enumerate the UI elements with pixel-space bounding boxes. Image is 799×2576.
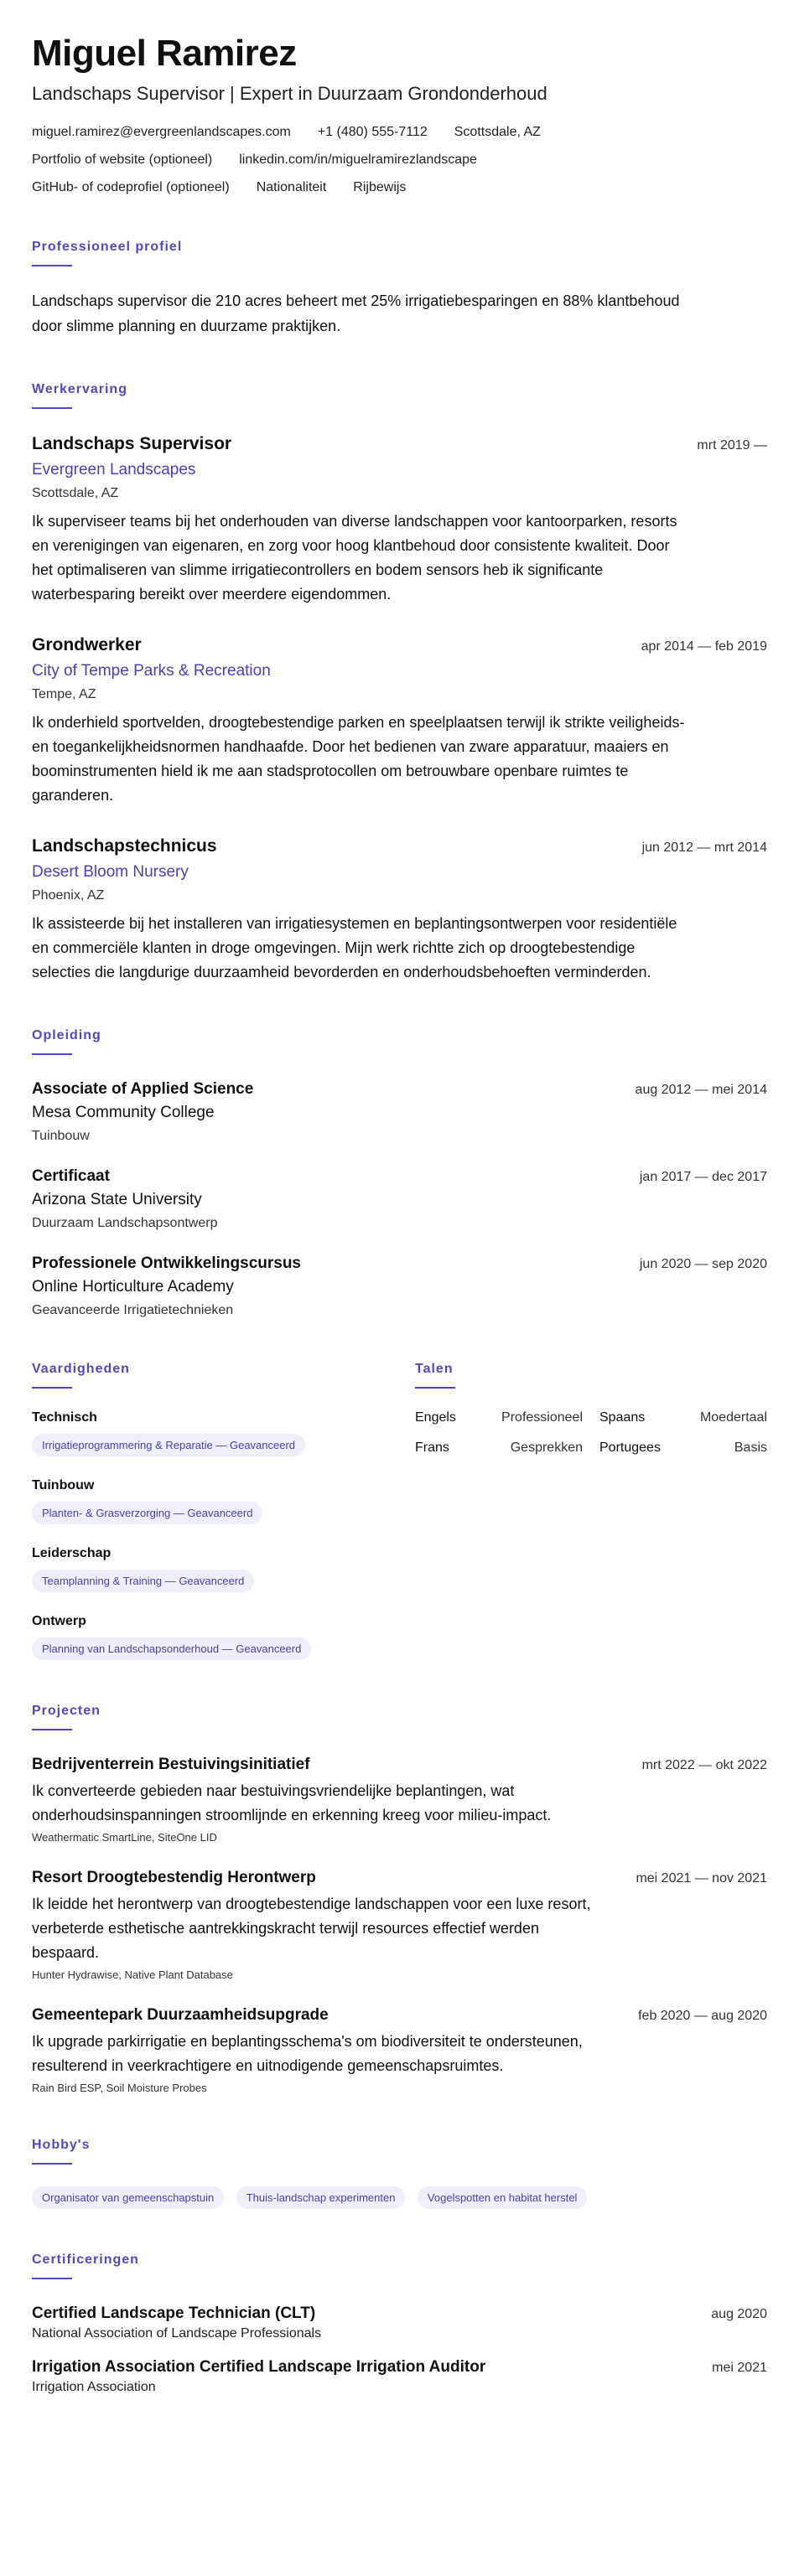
project-title: Resort Droogtebestendig Herontwerp xyxy=(32,1869,316,1886)
language-name: Frans xyxy=(415,1441,449,1455)
education-date: jun 2020 — sep 2020 xyxy=(639,1257,767,1271)
certification-entry xyxy=(32,2358,767,2395)
language-level: Moedertaal xyxy=(699,1410,767,1425)
project-entry xyxy=(32,1756,767,1844)
hobby-chip: Thuis-landschap experimenten xyxy=(236,2186,406,2209)
job-entry xyxy=(32,434,767,607)
section-title-hobbies: Hobby's xyxy=(32,2138,91,2152)
job-entry xyxy=(32,635,767,808)
section-rule xyxy=(32,265,72,266)
job-company: Evergreen Landscapes xyxy=(32,461,196,478)
section-title-certifications: Certificeringen xyxy=(32,2253,139,2267)
job-company: Desert Bloom Nursery xyxy=(32,863,189,881)
skill-group xyxy=(32,1478,401,1524)
education-date: jan 2017 — dec 2017 xyxy=(639,1170,767,1184)
section-rule xyxy=(32,2163,72,2165)
hobby-chip: Vogelspotten en habitat herstel xyxy=(418,2186,588,2209)
languages-column xyxy=(415,1330,767,1660)
language-name: Portugees xyxy=(599,1441,661,1455)
experience-list xyxy=(32,434,767,985)
skill-group xyxy=(32,1546,401,1592)
job-date: jun 2012 — mrt 2014 xyxy=(641,841,767,855)
job-description: Ik onderhield sportvelden, droogtebestendige parken en speelplaatsen terwijl ik strikte veiligheids- en toegankelijkheidsnormen handhaafde. Door het bedienen van zware apparatuur, maaiers en boominstrumenten hield ik me aan stadsprotocollen om betrouwbare openbare ruimtes te garanderen. xyxy=(32,714,685,804)
certification-org: Irrigation Association xyxy=(32,2380,156,2394)
hobby-list xyxy=(32,2186,767,2209)
contact-nationality: Nationaliteit xyxy=(256,180,327,194)
section-rule xyxy=(32,1387,72,1389)
contact-email[interactable]: miguel.ramirez@evergreenlandscapes.com xyxy=(32,125,291,139)
language-item xyxy=(599,1410,767,1425)
certification-list xyxy=(32,2304,767,2395)
education-field: Tuinbouw xyxy=(32,1129,90,1143)
skill-chip: Irrigatieprogrammering & Reparatie — Geavanceerd xyxy=(32,1434,305,1456)
project-date: mrt 2022 — okt 2022 xyxy=(641,1758,767,1772)
language-level: Gesprekken xyxy=(510,1441,583,1455)
education-degree: Certificaat xyxy=(32,1167,110,1185)
project-list xyxy=(32,1756,767,2094)
education-field: Duurzaam Landschapsontwerp xyxy=(32,1216,218,1230)
language-list xyxy=(415,1410,767,1456)
contact-location: Scottsdale, AZ xyxy=(454,125,541,139)
section-title-profile: Professioneel profiel xyxy=(32,240,183,254)
job-title: Landschaps Supervisor xyxy=(32,434,232,453)
contact-license: Rijbewijs xyxy=(353,180,407,194)
hobby-chip: Organisator van gemeenschapstuin xyxy=(32,2186,224,2209)
skill-group-name: Ontwerp xyxy=(32,1614,86,1628)
education-school: Mesa Community College xyxy=(32,1104,215,1121)
profile-summary: Landschaps supervisor die 210 acres beheert met 25% irrigatiebesparingen en 88% klantbehoud door slimme planning en duurzame praktijken. xyxy=(32,292,680,334)
education-entry xyxy=(32,1080,767,1144)
section-title-languages: Talen xyxy=(415,1362,454,1376)
job-location: Scottsdale, AZ xyxy=(32,486,119,500)
contact-phone[interactable]: +1 (480) 555-7112 xyxy=(317,125,428,139)
project-title: Bedrijventerrein Bestuivingsinitiatief xyxy=(32,1756,310,1773)
skill-group-name: Tuinbouw xyxy=(32,1478,95,1492)
certification-date: aug 2020 xyxy=(711,2307,767,2321)
section-rule xyxy=(415,1387,455,1389)
project-tools: Rain Bird ESP, Soil Moisture Probes xyxy=(32,2082,207,2094)
section-rule xyxy=(32,407,72,409)
project-description: Ik leidde het herontwerp van droogtebestendige landschappen voor een luxe resort, verbeterde esthetische aantrekkingskracht terwijl resources effectief werden bespaard. xyxy=(32,1896,591,1961)
language-item xyxy=(415,1410,583,1425)
skill-group-name: Leiderschap xyxy=(32,1546,112,1560)
section-title-experience: Werkervaring xyxy=(32,382,127,396)
certification-name: Irrigation Association Certified Landscape Irrigation Auditor xyxy=(32,2358,486,2376)
project-date: feb 2020 — aug 2020 xyxy=(638,2009,767,2023)
job-description: Ik superviseer teams bij het onderhouden van diverse landschappen voor kantoorparken, resorts en verenigingen van eigenaren, en zorg voor hoog klantbehoud door consistente kwaliteit. Door het optimaliseren van slimme irrigatiecontrollers en bodem sensors heb ik significante waterbesparing bereikt over meerdere eigendommen. xyxy=(32,513,677,603)
education-school: Online Horticulture Academy xyxy=(32,1278,234,1296)
language-item xyxy=(415,1441,583,1456)
language-name: Engels xyxy=(415,1410,456,1425)
certification-entry xyxy=(32,2304,767,2341)
candidate-headline: Landschaps Supervisor | Expert in Duurzaam Grondonderhoud xyxy=(32,83,547,104)
contact-linkedin[interactable]: linkedin.com/in/miguelramirezlandscape xyxy=(239,153,477,167)
skill-chip: Teamplanning & Training — Geavanceerd xyxy=(32,1570,254,1592)
contact-github[interactable]: GitHub- of codeprofiel (optioneel) xyxy=(32,180,230,194)
skill-group xyxy=(32,1410,401,1456)
project-date: mei 2021 — nov 2021 xyxy=(636,1871,767,1885)
education-entry xyxy=(32,1167,767,1231)
language-level: Professioneel xyxy=(501,1410,583,1425)
job-company: City of Tempe Parks & Recreation xyxy=(32,662,271,680)
candidate-name: Miguel Ramirez xyxy=(32,33,297,74)
language-level: Basis xyxy=(734,1441,767,1455)
job-title: Grondwerker xyxy=(32,635,142,654)
section-rule xyxy=(32,1729,72,1730)
job-location: Tempe, AZ xyxy=(32,687,96,701)
certification-org: National Association of Landscape Professionals xyxy=(32,2326,322,2341)
job-date: mrt 2019 — xyxy=(697,438,767,453)
skill-group-name: Technisch xyxy=(32,1410,97,1425)
contact-block xyxy=(32,124,767,196)
language-item xyxy=(599,1441,767,1456)
skill-chip: Planning van Landschapsonderhoud — Geavanceerd xyxy=(32,1637,311,1660)
job-entry xyxy=(32,836,767,985)
education-school: Arizona State University xyxy=(32,1191,202,1208)
skill-chip: Planten- & Grasverzorging — Geavanceerd xyxy=(32,1502,262,1524)
certification-date: mei 2021 xyxy=(712,2361,767,2375)
job-location: Phoenix, AZ xyxy=(32,888,105,903)
skills-column xyxy=(32,1330,401,1660)
project-entry xyxy=(32,1869,767,1981)
section-title-education: Opleiding xyxy=(32,1028,101,1042)
education-degree: Associate of Applied Science xyxy=(32,1080,254,1098)
certification-name: Certified Landscape Technician (CLT) xyxy=(32,2304,316,2322)
contact-portfolio[interactable]: Portfolio of website (optioneel) xyxy=(32,153,213,167)
section-rule xyxy=(32,1053,72,1055)
project-description: Ik upgrade parkirrigatie en beplantingsschema's om biodiversiteit te ondersteunen, resulterend in veerkrachtigere en uitnodigende gemeenschapsruimtes. xyxy=(32,2033,583,2074)
project-description: Ik converteerde gebieden naar bestuivingsvriendelijke beplantingen, wat onderhoudsinspanningen stroomlijnde en erkenning kreeg voor milieu-impact. xyxy=(32,1782,552,1823)
education-date: aug 2012 — mei 2014 xyxy=(635,1083,767,1097)
section-rule xyxy=(32,2278,72,2279)
job-date: apr 2014 — feb 2019 xyxy=(641,639,767,654)
skill-group xyxy=(32,1614,401,1660)
project-entry xyxy=(32,2006,767,2094)
education-entry xyxy=(32,1254,767,1318)
skills-languages-row xyxy=(32,1330,767,1660)
education-degree: Professionele Ontwikkelingscursus xyxy=(32,1254,301,1272)
job-title: Landschapstechnicus xyxy=(32,836,217,856)
section-title-skills: Vaardigheden xyxy=(32,1362,130,1376)
project-tools: Hunter Hydrawise, Native Plant Database xyxy=(32,1968,233,1981)
language-name: Spaans xyxy=(599,1410,646,1425)
job-description: Ik assisteerde bij het installeren van irrigatiesystemen en beplantingsontwerpen voor residentiële en commerciële klanten in droge omgevingen. Mijn werk richtte zich op droogtebestendige selecties die langdurige duurzaamheid bevorderden en onderhoudsbehoeften verminderden. xyxy=(32,915,677,980)
education-list xyxy=(32,1080,767,1318)
section-title-projects: Projecten xyxy=(32,1704,101,1718)
project-tools: Weathermatic SmartLine, SiteOne LID xyxy=(32,1831,217,1844)
education-field: Geavanceerde Irrigatietechnieken xyxy=(32,1303,234,1317)
project-title: Gemeentepark Duurzaamheidsupgrade xyxy=(32,2006,329,2024)
